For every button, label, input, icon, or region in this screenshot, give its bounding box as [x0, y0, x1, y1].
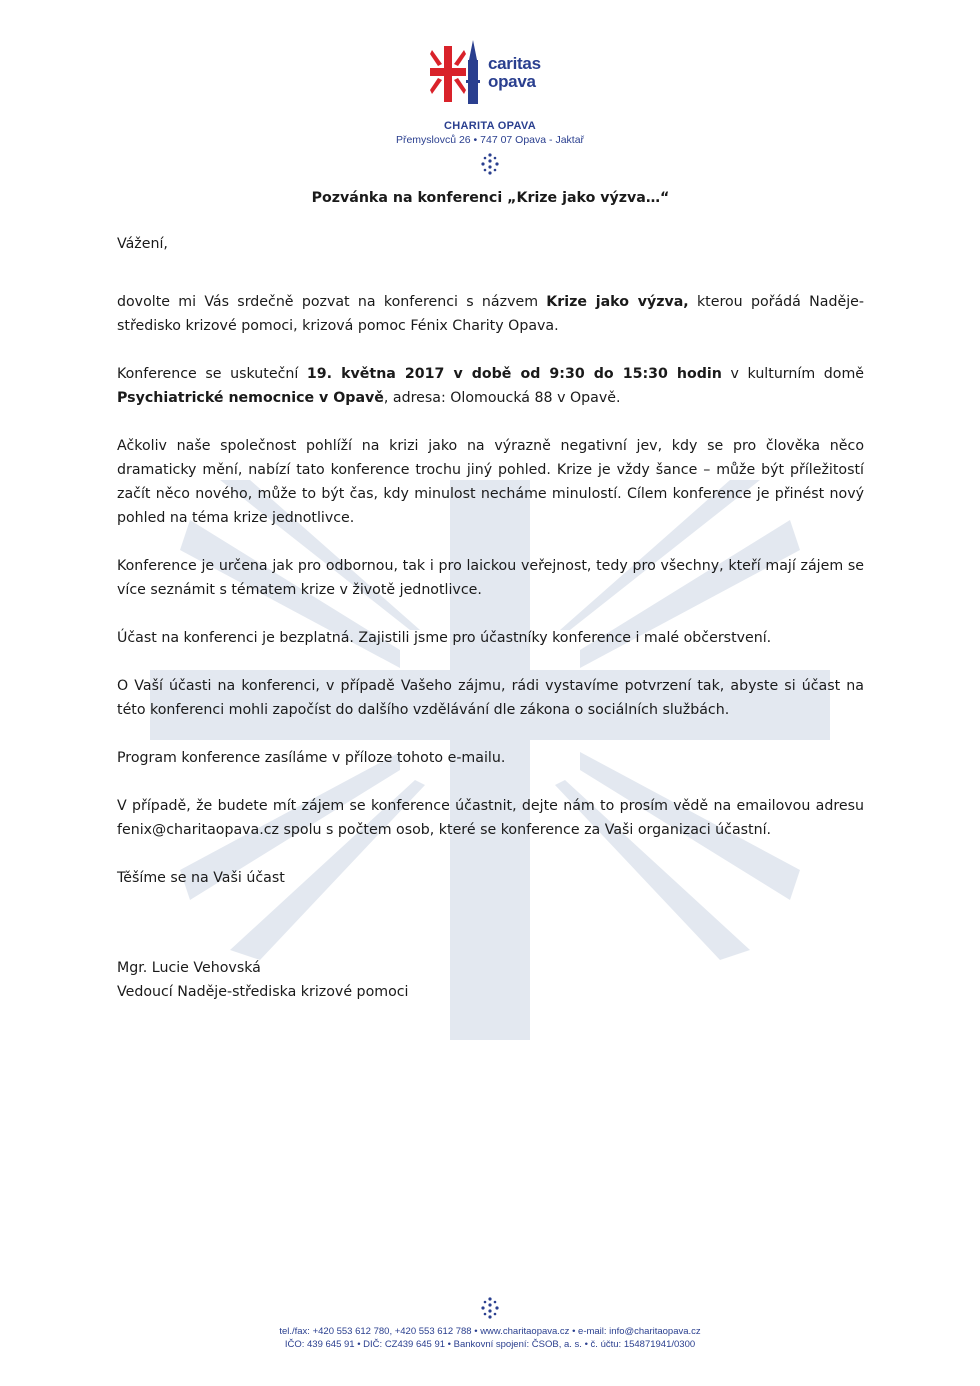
footer-contacts: tel./fax: +420 553 612 780, +420 553 612 788 • www.charitaopava.cz • e-mail: info@charitaopava.cz — [279, 1326, 701, 1337]
signer-title: Vedoucí Naděje-střediska krizové pomoci — [117, 984, 409, 1000]
logo-text-opava: opava — [488, 72, 536, 91]
greeting: Vážení, — [117, 236, 168, 252]
letter-title: Pozvánka na konferenci „Krize jako výzva…“ — [311, 190, 670, 206]
letter-body — [117, 186, 864, 1004]
p2-text-end: , adresa: Olomoucká 88 v Opavě. — [383, 390, 621, 406]
closing: Těšíme se na Vaši účast — [117, 870, 285, 886]
conference-name: Krize jako výzva, — [546, 294, 689, 310]
conference-date: 19. května 2017 v době od 9:30 do 15:30 hodin — [306, 366, 722, 382]
letter-footer — [0, 1296, 980, 1351]
p2-text-mid: v kulturním domě — [721, 366, 864, 382]
paragraph-program: Program konference zasíláme v příloze tohoto e-mailu. — [117, 750, 506, 766]
p1-text-end: kterou pořádá Naděje-středisko krizové pomoci, krizová pomoc Fénix Charity Opava. — [117, 294, 864, 334]
p1-text: dovolte mi Vás srdečně pozvat na konferenci s názvem — [117, 294, 547, 310]
caritas-cross-logo-icon — [430, 40, 486, 106]
caritas-logo — [430, 36, 550, 110]
paragraph-invitation — [117, 290, 864, 338]
organization-name: CHARITA OPAVA — [444, 120, 536, 132]
letterhead — [0, 36, 980, 176]
p2-text: Konference se uskuteční — [117, 366, 307, 382]
paragraph-free: Účast na konferenci je bezplatná. Zajistili jsme pro účastníky konference i malé občerstvení. — [117, 630, 772, 646]
organization-address: Přemyslovců 26 • 747 07 Opava - Jaktař — [395, 134, 585, 146]
footer-dots-ornament-icon — [478, 1296, 502, 1320]
conference-venue: Psychiatrické nemocnice v Opavě — [117, 390, 384, 406]
footer-bank-details: IČO: 439 645 91 • DIČ: CZ439 645 91 • Bankovní spojení: ČSOB, a. s. • č. účtu: 154871941/0300 — [284, 1339, 696, 1350]
paragraph-registration: V případě, že budete mít zájem se konference účastnit, dejte nám to prosím vědě na emailovou adresu fenix@charitaopava.cz spolu s počtem osob, které se konference za Vaši organizaci účastní. — [117, 798, 864, 838]
paragraph-certificate: O Vaší účasti na konferenci, v případě Vašeho zájmu, rádi vystavíme potvrzení tak, abyste si účast na této konferenci mohli započíst do dalšího vzdělávání dle zákona o sociálních službách. — [117, 678, 864, 718]
dots-ornament-icon — [478, 152, 502, 176]
paragraph-audience: Konference je určena jak pro odbornou, tak i pro laickou veřejnost, tedy pro všechny, kteří mají zájem se více seznámit s tématem krize v životě jednotlivce. — [117, 558, 864, 598]
paragraph-crisis: Ačkoliv naše společnost pohlíží na krizi jako na výrazně negativní jev, kdy se pro člověka něco dramaticky mění, nabízí tato konference trochu jiný pohled. Krize je vždy šance – může být příležitostí začít něco nového, může to být čas, kdy minulost necháme minulostí. Cílem konference je přinést nový pohled na téma krize jednotlivce. — [117, 438, 864, 526]
logo-text-caritas: caritas — [488, 54, 541, 73]
signer-name: Mgr. Lucie Vehovská — [117, 960, 261, 976]
paragraph-date-venue — [117, 362, 864, 410]
signature-block — [117, 956, 864, 1004]
